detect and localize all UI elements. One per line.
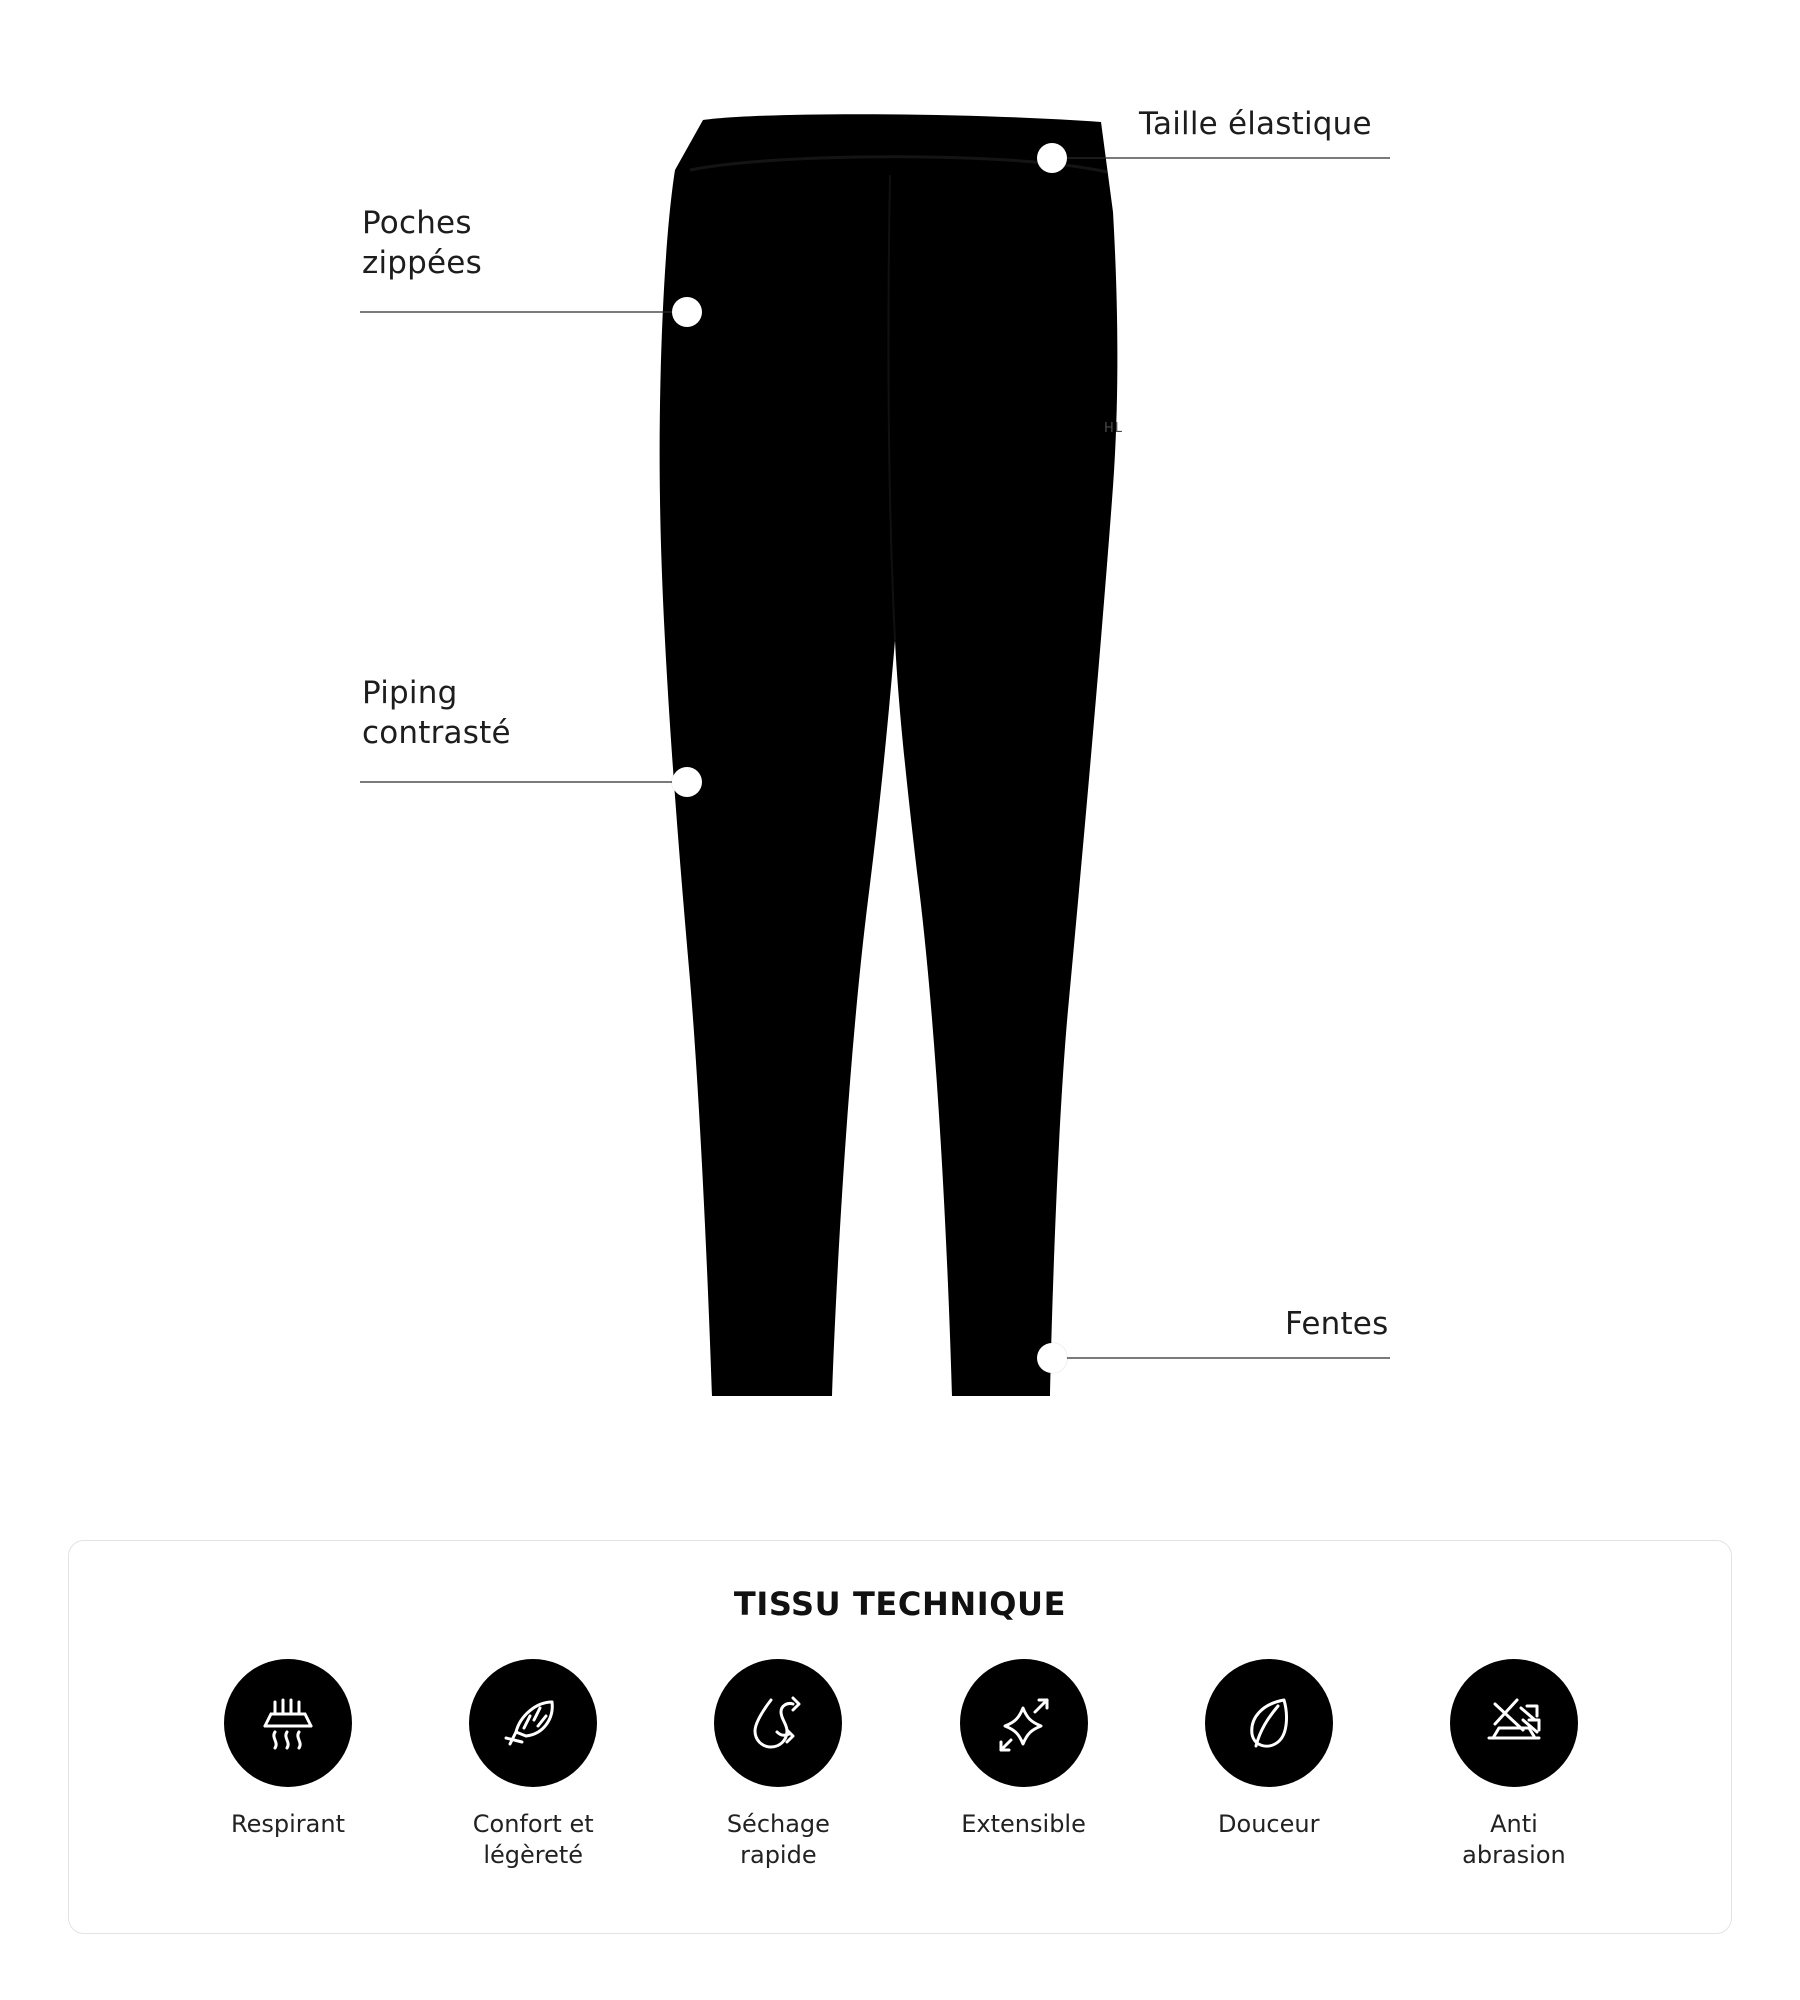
feature-douceur[interactable] xyxy=(1154,1659,1384,1840)
feature-label-confort-legerete: Confort et légèreté xyxy=(472,1810,594,1869)
softness-leaf-icon xyxy=(1205,1659,1333,1787)
quick-dry-icon xyxy=(714,1659,842,1787)
feature-anti-abrasion[interactable] xyxy=(1399,1659,1629,1870)
breathable-icon xyxy=(224,1659,352,1787)
feature-respirant[interactable] xyxy=(173,1659,403,1840)
callout-label-piping-contraste: Piping contrasté xyxy=(362,675,511,752)
technical-fabric-panel xyxy=(68,1540,1732,1934)
feature-label-sechage-rapide: Séchage rapide xyxy=(726,1810,830,1869)
callout-label-poches-zippees: Poches zippées xyxy=(362,205,482,282)
fabric-panel-title: TISSU TECHNIQUE xyxy=(733,1585,1067,1623)
feature-label-extensible: Extensible xyxy=(961,1810,1086,1838)
fabric-features-row xyxy=(173,1659,1629,1870)
feather-icon xyxy=(469,1659,597,1787)
feature-confort-legerete[interactable] xyxy=(418,1659,648,1870)
feature-label-douceur: Douceur xyxy=(1218,1810,1320,1838)
abrasion-resistant-icon xyxy=(1450,1659,1578,1787)
callout-label-fentes: Fentes xyxy=(1285,1306,1389,1342)
callout-dot-taille-elastique[interactable] xyxy=(1037,143,1067,173)
callout-dot-poches-zippees[interactable] xyxy=(672,297,702,327)
trousers-shape xyxy=(660,114,1118,1396)
brand-mark: HL xyxy=(1104,421,1124,436)
callout-dot-fentes[interactable] xyxy=(1037,1343,1067,1373)
feature-sechage-rapide[interactable] xyxy=(663,1659,893,1870)
callout-label-taille-elastique: Taille élastique xyxy=(1139,106,1372,142)
callout-dot-piping-contraste[interactable] xyxy=(672,767,702,797)
feature-label-respirant: Respirant xyxy=(231,1810,345,1838)
stretch-icon xyxy=(960,1659,1088,1787)
feature-label-anti-abrasion: Anti abrasion xyxy=(1462,1810,1566,1869)
feature-extensible[interactable] xyxy=(909,1659,1139,1840)
